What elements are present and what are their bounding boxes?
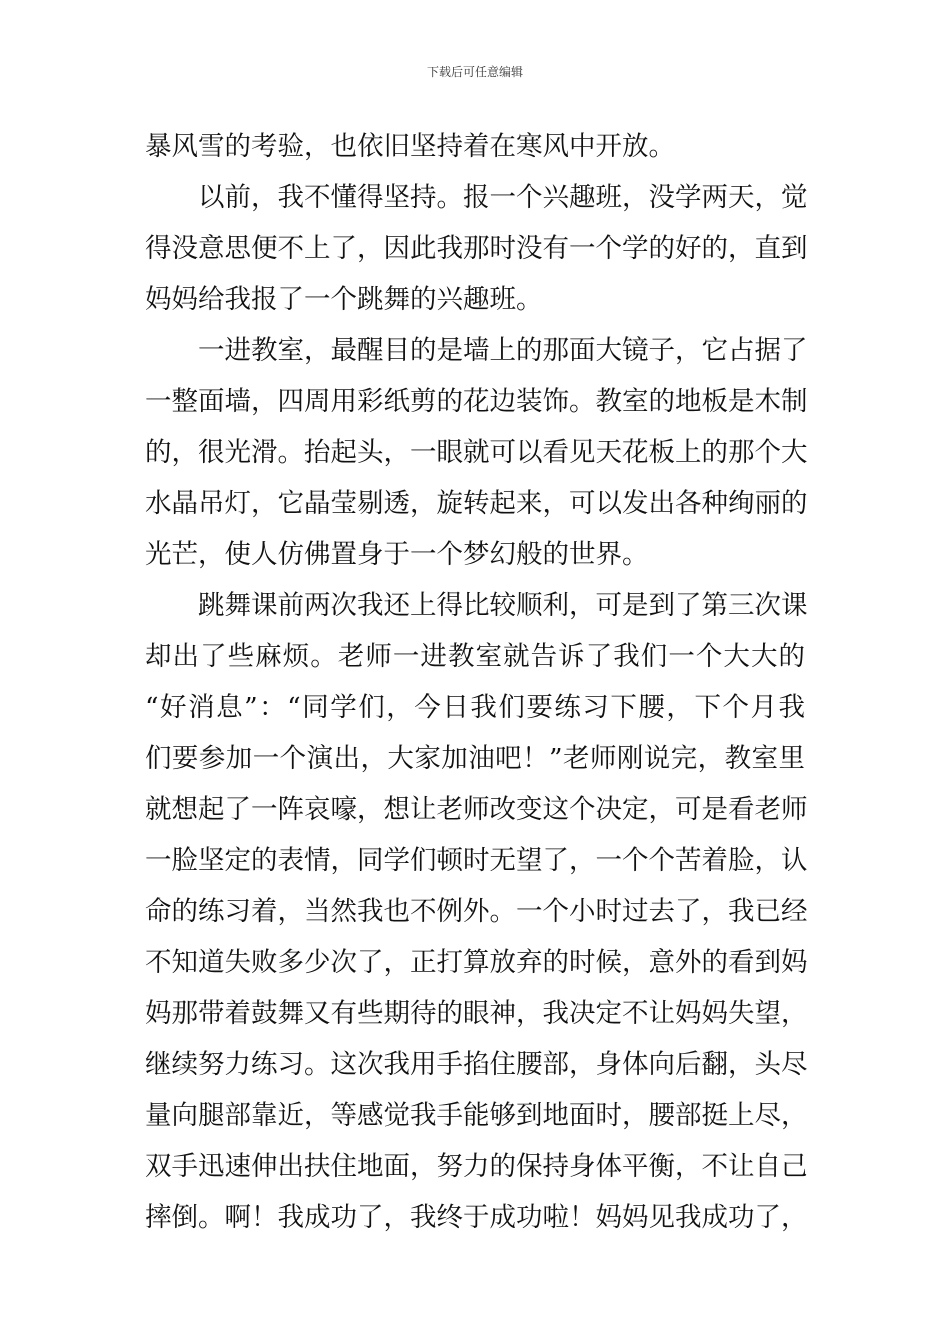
text-line: 却出了些麻烦。老师一进教室就告诉了我们一个大大的: [145, 641, 805, 672]
text-line: 光芒，使人仿佛置身于一个梦幻般的世界。: [145, 539, 649, 570]
text-line: 们要参加一个演出，大家加油吧！”老师刚说完，教室里: [145, 743, 805, 774]
text-line: 摔倒。啊！我成功了，我终于成功啦！妈妈见我成功了，: [145, 1202, 808, 1233]
text-line: 水晶吊灯，它晶莹剔透，旋转起来，可以发出各种绚丽的: [145, 488, 808, 519]
text-line: 一脸坚定的表情，同学们顿时无望了，一个个苦着脸，认: [145, 845, 808, 876]
text-line: 跳舞课前两次我还上得比较顺利，可是到了第三次课: [198, 590, 808, 621]
document-body: [145, 121, 808, 1243]
text-line: 得没意思便不上了，因此我那时没有一个学的好的，直到: [145, 233, 808, 264]
text-line: 双手迅速伸出扶住地面，努力的保持身体平衡，不让自己: [145, 1151, 808, 1182]
text-line: 暴风雪的考验，也依旧坚持着在寒风中开放。: [145, 131, 675, 162]
text-line: 命的练习着，当然我也不例外。一个小时过去了，我已经: [145, 896, 808, 927]
page-header: 下载后可任意编辑: [426, 65, 523, 79]
text-line: 妈那带着鼓舞又有些期待的眼神，我决定不让妈妈失望，: [145, 998, 808, 1029]
text-line: 一整面墙，四周用彩纸剪的花边装饰。教室的地板是木制: [145, 386, 808, 417]
text-line: 以前，我不懂得坚持。报一个兴趣班，没学两天，觉: [198, 182, 808, 213]
text-line: 继续努力练习。这次我用手掐住腰部，身体向后翻，头尽: [145, 1049, 808, 1080]
text-line: 一进教室，最醒目的是墙上的那面大镜子，它占据了: [198, 335, 808, 366]
text-line: 的，很光滑。抬起头，一眼就可以看见天花板上的那个大: [145, 437, 808, 468]
text-line: 妈妈给我报了一个跳舞的兴趣班。: [145, 284, 543, 315]
text-line: “好消息”：“同学们，今日我们要练习下腰，下个月我: [145, 692, 805, 723]
text-line: 不知道失败多少次了，正打算放弃的时候，意外的看到妈: [145, 947, 808, 978]
text-line: 量向腿部靠近，等感觉我手能够到地面时，腰部挺上尽，: [145, 1100, 808, 1131]
text-line: 就想起了一阵哀嚎，想让老师改变这个决定，可是看老师: [145, 794, 808, 825]
